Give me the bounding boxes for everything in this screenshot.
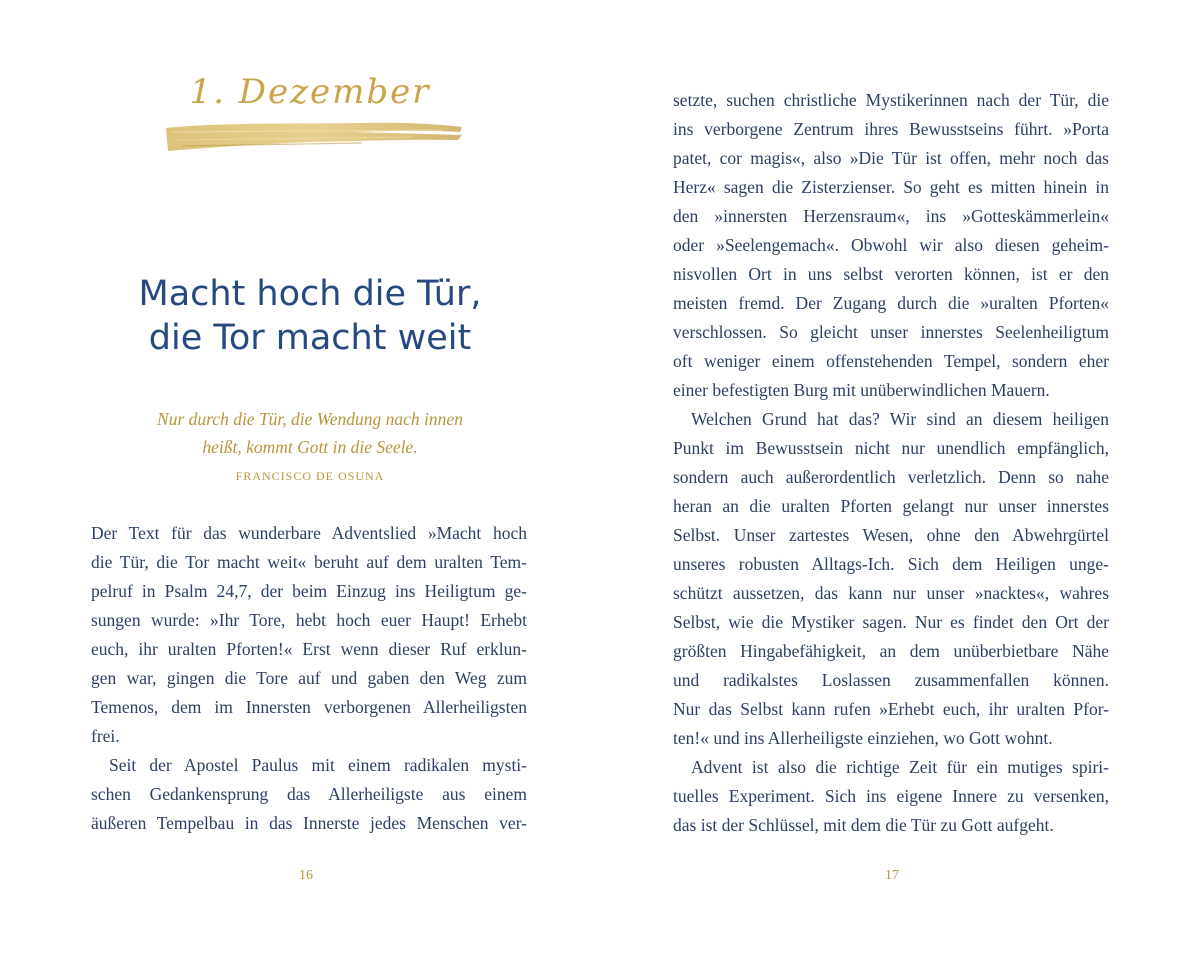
text-line: sungen wurde: »Ihr Tore, hebt hoch euer Haupt! Erhebt [91, 610, 527, 630]
text-line: das ist der Schlüssel, mit dem die Tür zu Gott aufgeht. [673, 815, 1054, 835]
text-line: ins verborgene Zentrum ihres Bewusstseins führt. »Porta [673, 119, 1109, 139]
text-line: schützt aussetzen, das kann nur unser »nacktes«, wahres [673, 583, 1109, 603]
right-page [600, 0, 1200, 960]
quote-author: FRANCISCO DE OSUNA [235, 469, 385, 483]
text-line: den »innersten Herzensraum«, ins »Gotteskämmerlein« [673, 206, 1109, 226]
gold-brush-stroke [162, 118, 466, 158]
text-line: äußeren Tempelbau in das Innerste jedes Menschen ver- [91, 813, 527, 833]
text-line: unseres robusten Alltags-Ich. Sich dem Heiligen unge- [673, 554, 1109, 574]
text-line: gen war, gingen die Tore auf und gaben den Weg zum [91, 668, 527, 688]
text-line: Punkt im Bewusstsein nicht nur unendlich empfänglich, [673, 438, 1109, 458]
text-line: meisten fremd. Der Zugang durch die »uralten Pforten« [673, 293, 1109, 313]
page-number: 16 [299, 868, 313, 883]
text-line: pelruf in Psalm 24,7, der beim Einzug ins Heiligtum ge- [91, 581, 527, 601]
text-line: Seit der Apostel Paulus mit einem radikalen mysti- [109, 755, 527, 775]
text-line: patet, cor magis«, also »Die Tür ist offen, mehr noch das [673, 148, 1109, 168]
body-paragraphs-right [673, 86, 1109, 840]
text-line: Der Text für das wunderbare Adventslied »Macht hoch [91, 523, 527, 543]
text-line: euch, ihr uralten Pforten!« Erst wenn dieser Ruf erklun- [91, 639, 527, 659]
text-line: die Tür, die Tor macht weit« beruht auf dem uralten Tem- [91, 552, 527, 572]
page-number: 17 [885, 868, 899, 883]
text-line: Selbst. Unser zartestes Wesen, ohne den Abwehrgürtel [673, 525, 1109, 545]
date-heading: 1. Dezember [189, 72, 431, 112]
text-line: größten Hingabefähigkeit, an dem unüberbietbare Nähe [673, 641, 1109, 661]
text-line: nisvollen Ort in uns selbst verorten können, ist er den [673, 264, 1109, 284]
quote-line: Nur durch die Tür, die Wendung nach innen [157, 409, 463, 429]
text-line: sondern auch außerordentlich verletzlich. Denn so nahe [673, 467, 1109, 487]
text-line: ten!« und ins Allerheiligste einziehen, wo Gott wohnt. [673, 728, 1053, 748]
text-line: Advent ist also die richtige Zeit für ein mutiges spiri- [691, 757, 1109, 777]
text-line: Nur das Selbst kann rufen »Erhebt euch, ihr uralten Pfor- [673, 699, 1109, 719]
text-line: einer befestigten Burg mit unüberwindlichen Mauern. [673, 380, 1050, 400]
text-line: Temenos, dem im Innersten verborgenen Allerheiligsten [91, 697, 527, 717]
text-line: verschlossen. So gleicht unser innerstes Seelenheiligtum [673, 322, 1109, 342]
quote-line: heißt, kommt Gott in die Seele. [202, 437, 418, 457]
text-line: frei. [91, 726, 120, 746]
text-line: oft weniger einem offenstehenden Tempel, sondern eher [673, 351, 1109, 371]
title-line: die Tor macht weit [148, 318, 472, 358]
text-line: Herz« sagen die Zisterzienser. So geht es mitten hinein in [673, 177, 1109, 197]
text-line: oder »Seelengemach«. Obwohl wir also diesen geheim- [673, 235, 1109, 255]
text-line: setzte, suchen christliche Mystikerinnen nach der Tür, die [673, 90, 1109, 110]
body-paragraphs-left [91, 519, 527, 838]
epigraph-quote [0, 405, 620, 461]
text-line: tuelles Experiment. Sich ins eigene Innere zu versenken, [673, 786, 1109, 806]
title-line: Macht hoch die Tür, [138, 274, 482, 314]
text-line: Welchen Grund hat das? Wir sind an diesem heiligen [691, 409, 1109, 429]
chapter-title [0, 272, 620, 360]
text-line: Selbst, wie die Mystiker sagen. Nur es findet den Ort der [673, 612, 1109, 632]
text-line: schen Gedankensprung das Allerheiligste aus einem [91, 784, 527, 804]
text-line: und radikalstes Loslassen zusammenfallen können. [673, 670, 1109, 690]
text-line: heran an die uralten Pforten gelangt nur unser innerstes [673, 496, 1109, 516]
